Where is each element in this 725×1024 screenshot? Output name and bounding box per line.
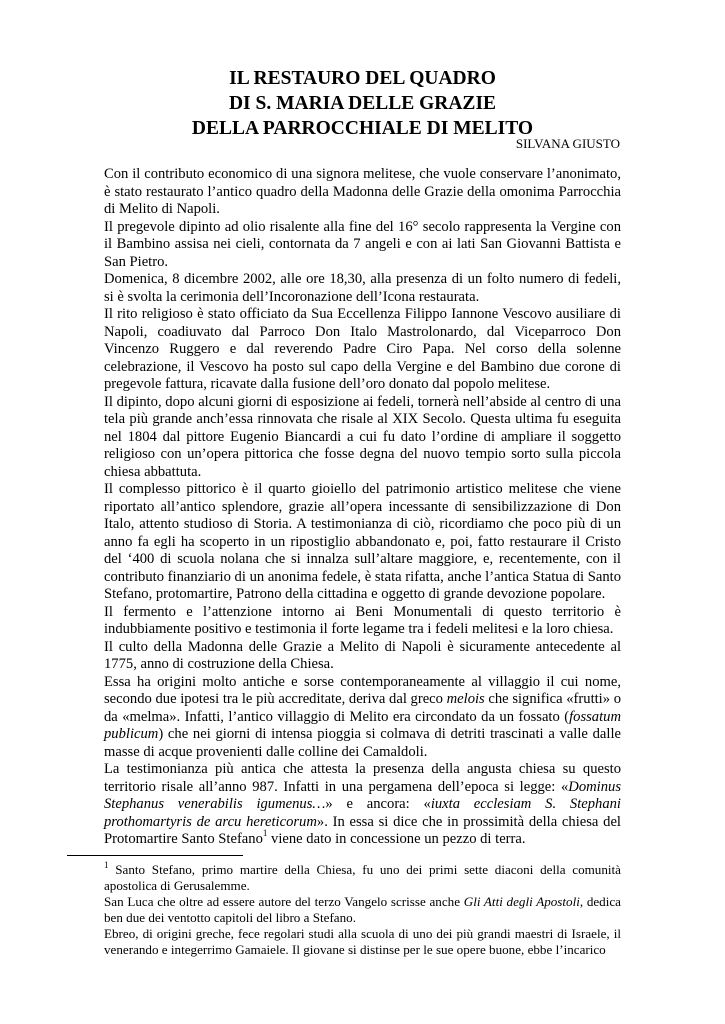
footnote-paragraph bbox=[104, 859, 621, 894]
footnote-separator bbox=[67, 855, 243, 856]
latin-quote: Dominus Stephanus venerabilis igumenus… bbox=[104, 778, 621, 812]
text-run: Santo Stefano, primo martire della Chiesa, fu uno dei primi sette diaconi della comunità apostolica di Gerusalemme. bbox=[104, 862, 621, 893]
paragraph: Il complesso pittorico è il quarto gioiello del patrimonio artistico melitese che viene riportato all’antico splendore, grazie all’opera incessante di sensibilizzazione di Don Italo, attento studioso di Storia. A testimonianza di ciò, ricordiamo che poco più di un anno fa egli ha scoperto in un ripostiglio abbandonato e, poi, fatto restaurare il Cristo del ‘400 di scuola nolana che si innalza sull’altare maggiore, e, recentemente, con il contributo finanziario di un anonima fedele, è stata rifatta, anche l’antica Statua di Santo Stefano, protomartire, Patrono della cittadina e oggetto di grande devozione popolare. bbox=[104, 481, 621, 602]
text-run: ) che nei giorni di intensa pioggia si colmava di detriti trascinati a valle dalle masse di acque provenienti dalle colline dei Camaldoli. bbox=[104, 726, 621, 760]
text-run: Essa ha origini molto antiche e sorse contemporaneamente al villaggio il cui nome, secondo due ipotesi tra le più accreditate, deriva dal greco bbox=[104, 673, 621, 707]
title-line-1: IL RESTAURO DEL QUADRO bbox=[229, 68, 496, 89]
text-run: » e ancora: « bbox=[325, 796, 431, 812]
footnote bbox=[104, 859, 621, 958]
footnote-paragraph bbox=[104, 894, 621, 926]
text-run: La testimonianza più antica che attesta la presenza della angusta chiesa su questo territorio risale all’anno 987. Infatti in una pergamena dell’epoca si legge: « bbox=[104, 761, 621, 795]
text-run: ». In essa si dice che in prossimità della chiesa del Protomartire Santo Stefano bbox=[104, 813, 621, 847]
title-line-2: DI S. MARIA DELLE GRAZIE bbox=[228, 93, 497, 114]
article-title bbox=[104, 66, 621, 141]
text-run: che significa «frutti» o da «melma». Infatti, l’antico villaggio di Melito era circondato da un fossato ( bbox=[104, 691, 621, 725]
text-run: , dedica ben due dei ventotto capitoli del libro a Stefano. bbox=[104, 894, 621, 925]
paragraph: Domenica, 8 dicembre 2002, alle ore 18,30, alla presenza di un folto numero di fedeli, si è svolta la cerimonia dell’Incoronazione dell’Icona restaurata. bbox=[104, 271, 621, 305]
paragraph: Il dipinto, dopo alcuni giorni di esposizione ai fedeli, tornerà nell’abside al centro di una tela più grande anch’essa rinnovata che risale al XIX Secolo. Questa ultima fu eseguita nel 1804 dal pittore Eugenio Biancardi a cui fu dato l’ordine di ampliare il soggetto religioso con un’opera pittorica che fosse degna del nuovo tempio sorto sulla piccola chiesa abbattuta. bbox=[104, 393, 621, 480]
article-body bbox=[104, 166, 621, 849]
paragraph bbox=[104, 674, 621, 762]
paragraph: Il pregevole dipinto ad olio risalente alla fine del 16° secolo rappresenta la Vergine con il Bambino assisa nei cieli, contornata da 7 angeli e con ai lati San Giovanni Battista e San Pietro. bbox=[104, 218, 621, 270]
paragraph: Il culto della Madonna delle Grazie a Melito di Napoli è sicuramente antecedente al 1775, anno di costruzione della Chiesa. bbox=[104, 638, 621, 672]
latin-quote: iuxta ecclesiam S. Stephani prothomartyris de arcu hereticorum bbox=[104, 796, 621, 830]
text-run: San Luca che oltre ad essere autore del terzo Vangelo scrisse anche bbox=[104, 894, 464, 909]
footnote-number: 1 bbox=[104, 859, 109, 870]
paragraph: Il fermento e l’attenzione intorno ai Beni Monumentali di questo territorio è indubbiamente positivo e testimonia il forte legame tra i fedeli melitesi e la loro chiesa. bbox=[104, 603, 621, 637]
paragraph bbox=[104, 761, 621, 849]
italic-term: melois bbox=[446, 691, 485, 707]
footnote-paragraph: Ebreo, di origini greche, fece regolari studi alla scuola di uno dei più grandi maestri di Israele, il venerando e integerrimo Gamaiele. Il giovane si distinse per le sue opere buone, ebbe l’incarico bbox=[104, 926, 621, 957]
book-title: Gli Atti degli Apostoli bbox=[463, 894, 580, 909]
text-run: viene dato in concessione un pezzo di terra. bbox=[267, 831, 526, 847]
author-name: SILVANA GIUSTO bbox=[515, 136, 620, 151]
italic-term: fossatum publicum bbox=[104, 708, 621, 742]
paragraph: Con il contributo economico di una signora melitese, che vuole conservare l’anonimato, è stato restaurato l’antico quadro della Madonna delle Grazie della omonima Parrocchia di Melito di Napoli. bbox=[104, 166, 621, 217]
footnote-reference[interactable]: 1 bbox=[262, 828, 268, 839]
paragraph: Il rito religioso è stato officiato da Sua Eccellenza Filippo Iannone Vescovo ausiliare di Napoli, coadiuvato dal Parroco Don Italo Mastrolonardo, dal Viceparroco Don Vincenzo Ruggero e dal reverendo Padre Ciro Papa. Nel corso della solenne celebrazione, il Vescovo ha posto sul capo della Vergine e del Bambino due corone di pregevole fattura, ricavate dalla fusione dell’oro donato dal popolo melitese. bbox=[104, 306, 621, 392]
title-line-3: DELLA PARROCCHIALE DI MELITO bbox=[191, 118, 534, 139]
